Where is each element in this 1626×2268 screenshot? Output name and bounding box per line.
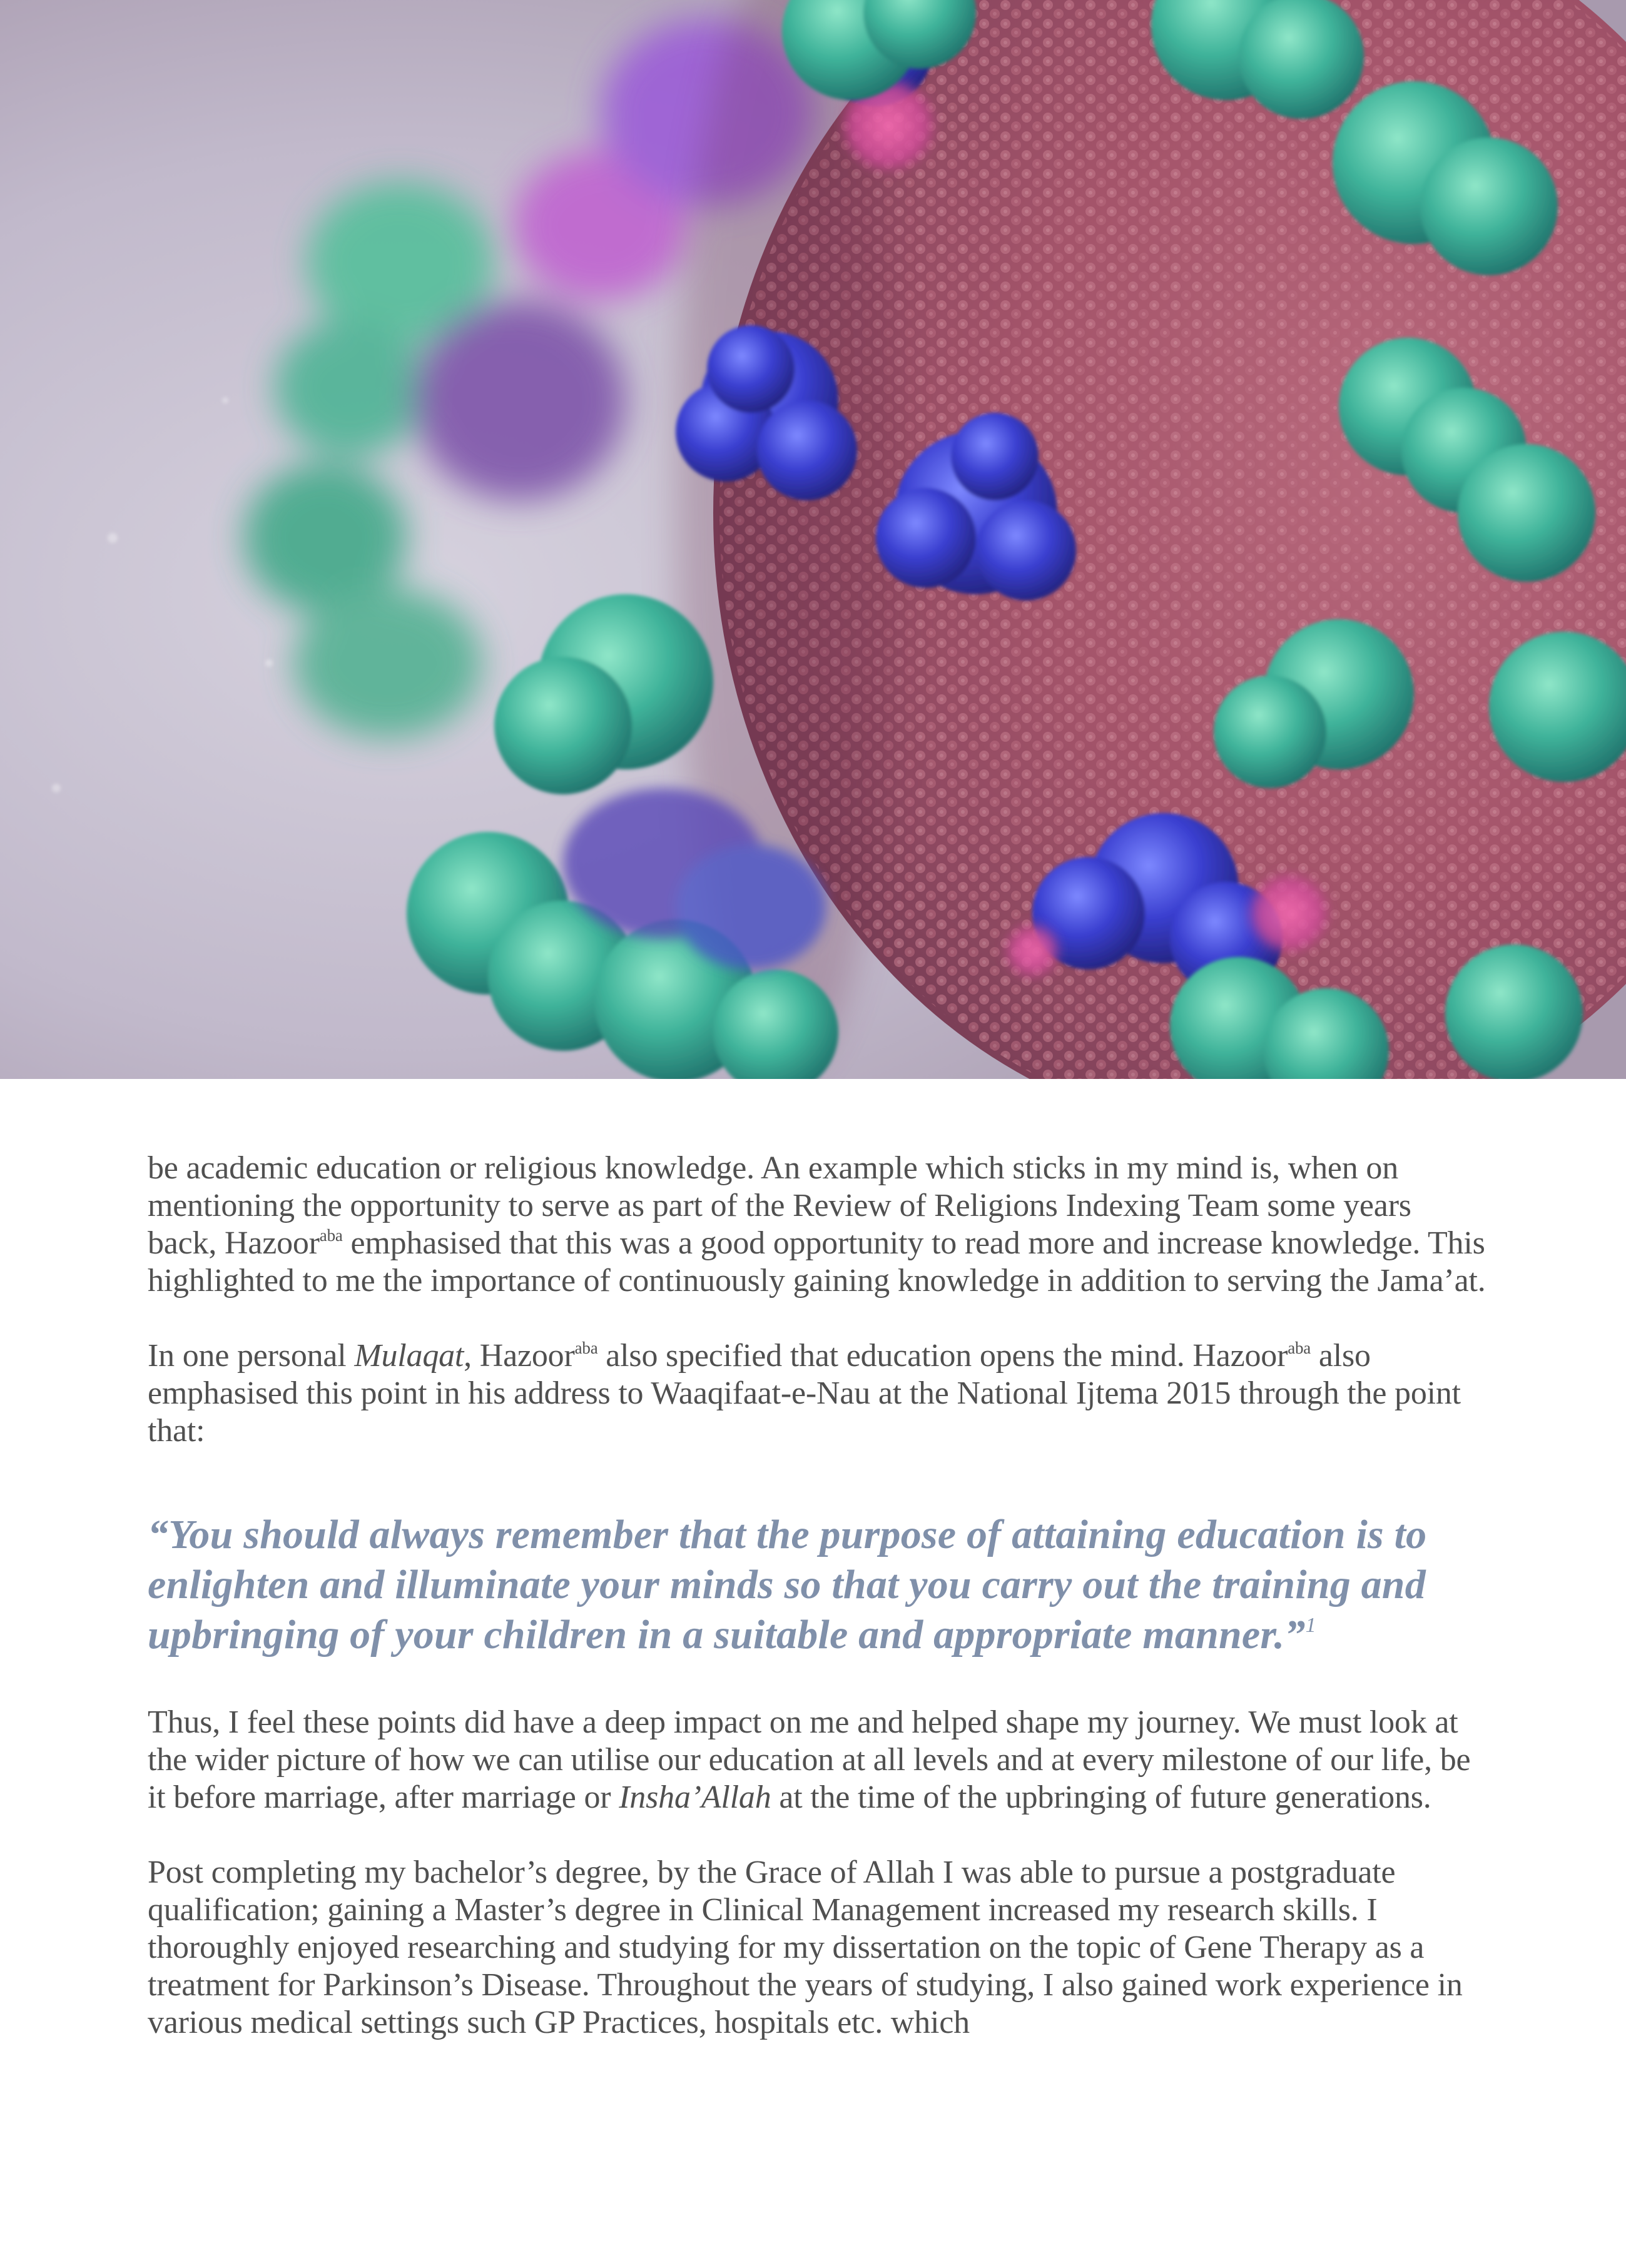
paragraph-2-text-b: , Hazoor bbox=[464, 1338, 575, 1374]
paragraph-3-italic-term: Insha’Allah bbox=[619, 1779, 771, 1815]
paragraph-3-text-a: Thus, I feel these points did have a deep impact on me and helped shape my journey. We must look at the wider picture of how we can utilise our education at all levels and at every milestone of our life, be it before marriage, after marriage or bbox=[148, 1704, 1471, 1815]
paragraph-1 bbox=[148, 1150, 1486, 1300]
pull-quote-text: “You should always remember that the purpose of attaining education is to enlighten and illuminate your minds so that you carry out the training and upbringing of your children in a suitable and appropriate manner.” bbox=[148, 1512, 1427, 1658]
article-body bbox=[148, 1150, 1486, 2042]
paragraph-1-text: be academic education or religious knowledge. An example which sticks in my mind is, when on mentioning the opportunity to serve as part of the Review of Religions Indexing Team some years back, Hazoor bbox=[148, 1150, 1411, 1261]
paragraph-2-text-d: also emphasised this point in his address to Waaqifaat-e-Nau at the National Ijtema 2015 through the point that: bbox=[148, 1338, 1461, 1449]
paragraph-2 bbox=[148, 1337, 1486, 1450]
virus-illustration-icon bbox=[0, 0, 1626, 1079]
paragraph-2-text-c: also specified that education opens the mind. Hazoor bbox=[597, 1338, 1288, 1374]
paragraph-2-text-a: In one personal bbox=[148, 1338, 355, 1374]
hero-image bbox=[0, 0, 1626, 1079]
paragraph-4-text: Post completing my bachelor’s degree, by the Grace of Allah I was able to pursue a postgraduate qualification; gaining a Master’s degree in Clinical Management increased my research skills. I thoroughly enjoyed researching and studying for my dissertation on the topic of Gene Therapy as a treatment for Parkinson’s Disease. Throughout the years of studying, I also gained work experience in various medical settings such GP Practices, hospitals etc. which bbox=[148, 1855, 1463, 2040]
pull-quote bbox=[148, 1510, 1486, 1660]
paragraph-4 bbox=[148, 1854, 1486, 2042]
paragraph-3 bbox=[148, 1704, 1486, 1816]
paragraph-1-text-rest: emphasised that this was a good opportunity to read more and increase knowledge. This highlighted to me the importance of continuously gaining knowledge in addition to serving the Jama’at. bbox=[148, 1225, 1486, 1299]
paragraph-2-italic-term: Mulaqat bbox=[354, 1338, 464, 1374]
footnote-marker: 1 bbox=[1305, 1614, 1316, 1637]
honorific-superscript: aba bbox=[1288, 1339, 1311, 1357]
paragraph-3-text-b: at the time of the upbringing of future generations. bbox=[771, 1779, 1431, 1815]
honorific-superscript: aba bbox=[319, 1226, 343, 1245]
honorific-superscript: aba bbox=[574, 1339, 598, 1357]
